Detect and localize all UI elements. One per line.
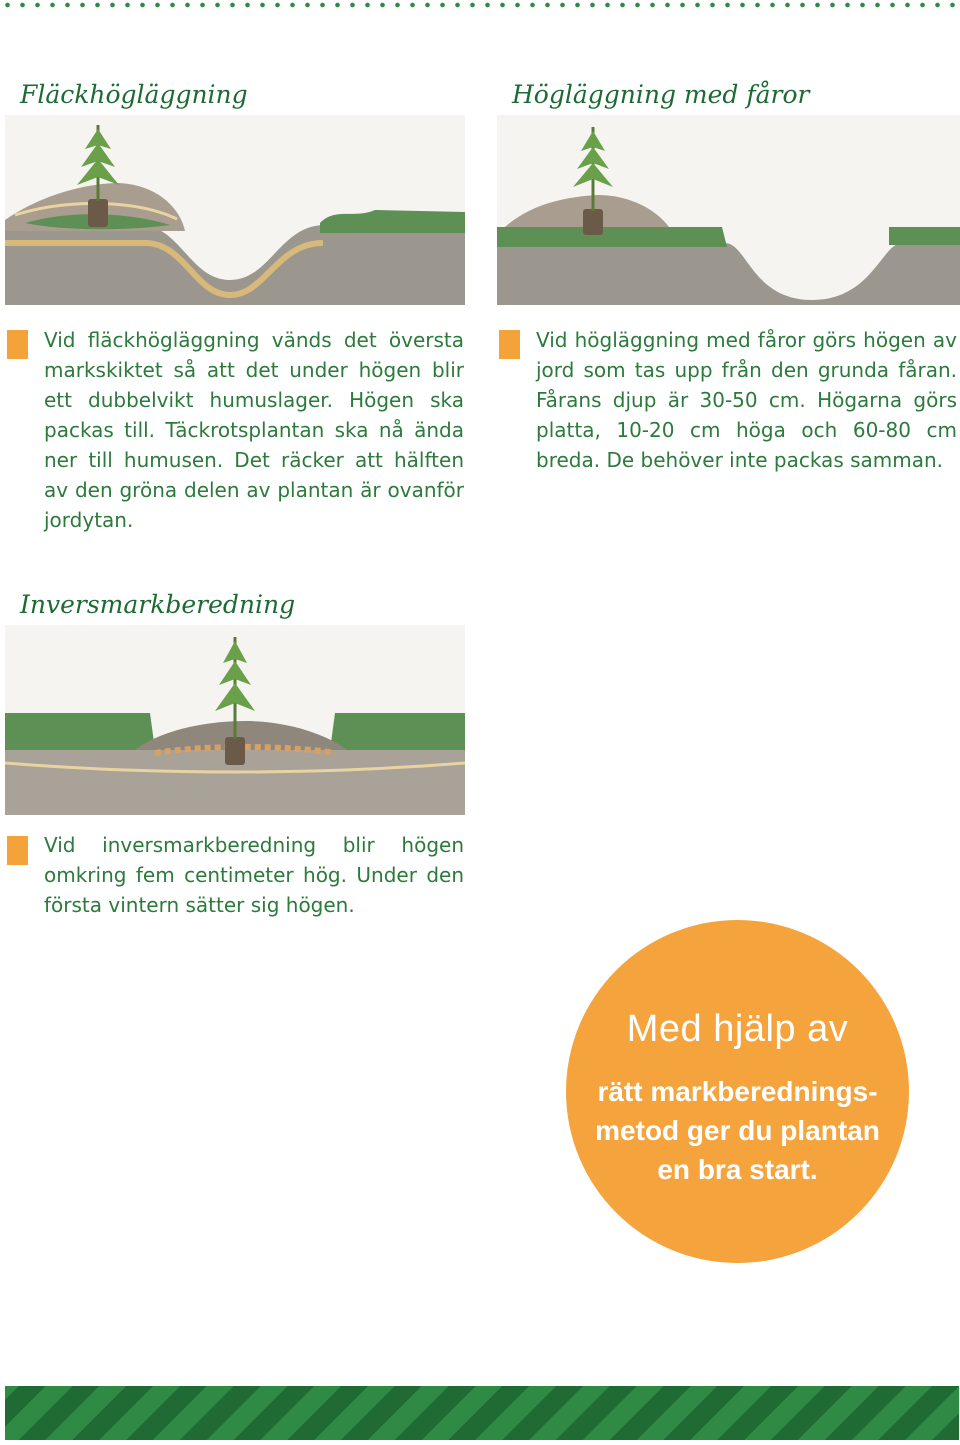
section-text-flackhoglaggning: Vid fläckhögläggning vänds det översta markskiktet så att det under högen blir ett dubbelvikt humuslager. Högen ska packas till. Täckrotsplantan ska nå ända ner till humusen. Det räcker att hälften av den gröna delen av plantan är ovanför jordytan. [44,328,464,532]
section-title-flackhoglaggning: Fläckhögläggning [20,80,248,109]
bullet-marker [7,330,28,359]
illustration-flackhoglaggning [5,115,465,305]
dotted-top-border [0,0,960,10]
callout-heading: Med hjälp av [626,1008,849,1050]
callout-body: rätt markberednings-metod ger du plantan en bra start. [595,1076,880,1185]
section-text-inversmarkberedning: Vid inversmarkberedning blir högen omkring fem centimeter hög. Under den första vintern sätter sig högen. [44,833,464,917]
illustration-hoglaggning-med-faror [497,115,960,305]
striped-footer-band [5,1386,959,1440]
illustration-inversmarkberedning [5,625,465,815]
section-text-hoglaggning-med-faror: Vid högläggning med fåror görs högen av jord som tas upp från den grunda fåran. Fårans djup är 30-50 cm. Högarna görs platta, 10-20 cm höga och 60-80 cm breda. De behöver inte packas samman. [536,328,957,472]
bullet-marker [7,836,28,865]
callout-circle [566,920,909,1263]
section-title-inversmarkberedning: Inversmarkberedning [20,590,296,619]
bullet-marker [499,330,520,359]
section-title-hoglaggning-med-faror: Högläggning med fåror [512,80,810,109]
